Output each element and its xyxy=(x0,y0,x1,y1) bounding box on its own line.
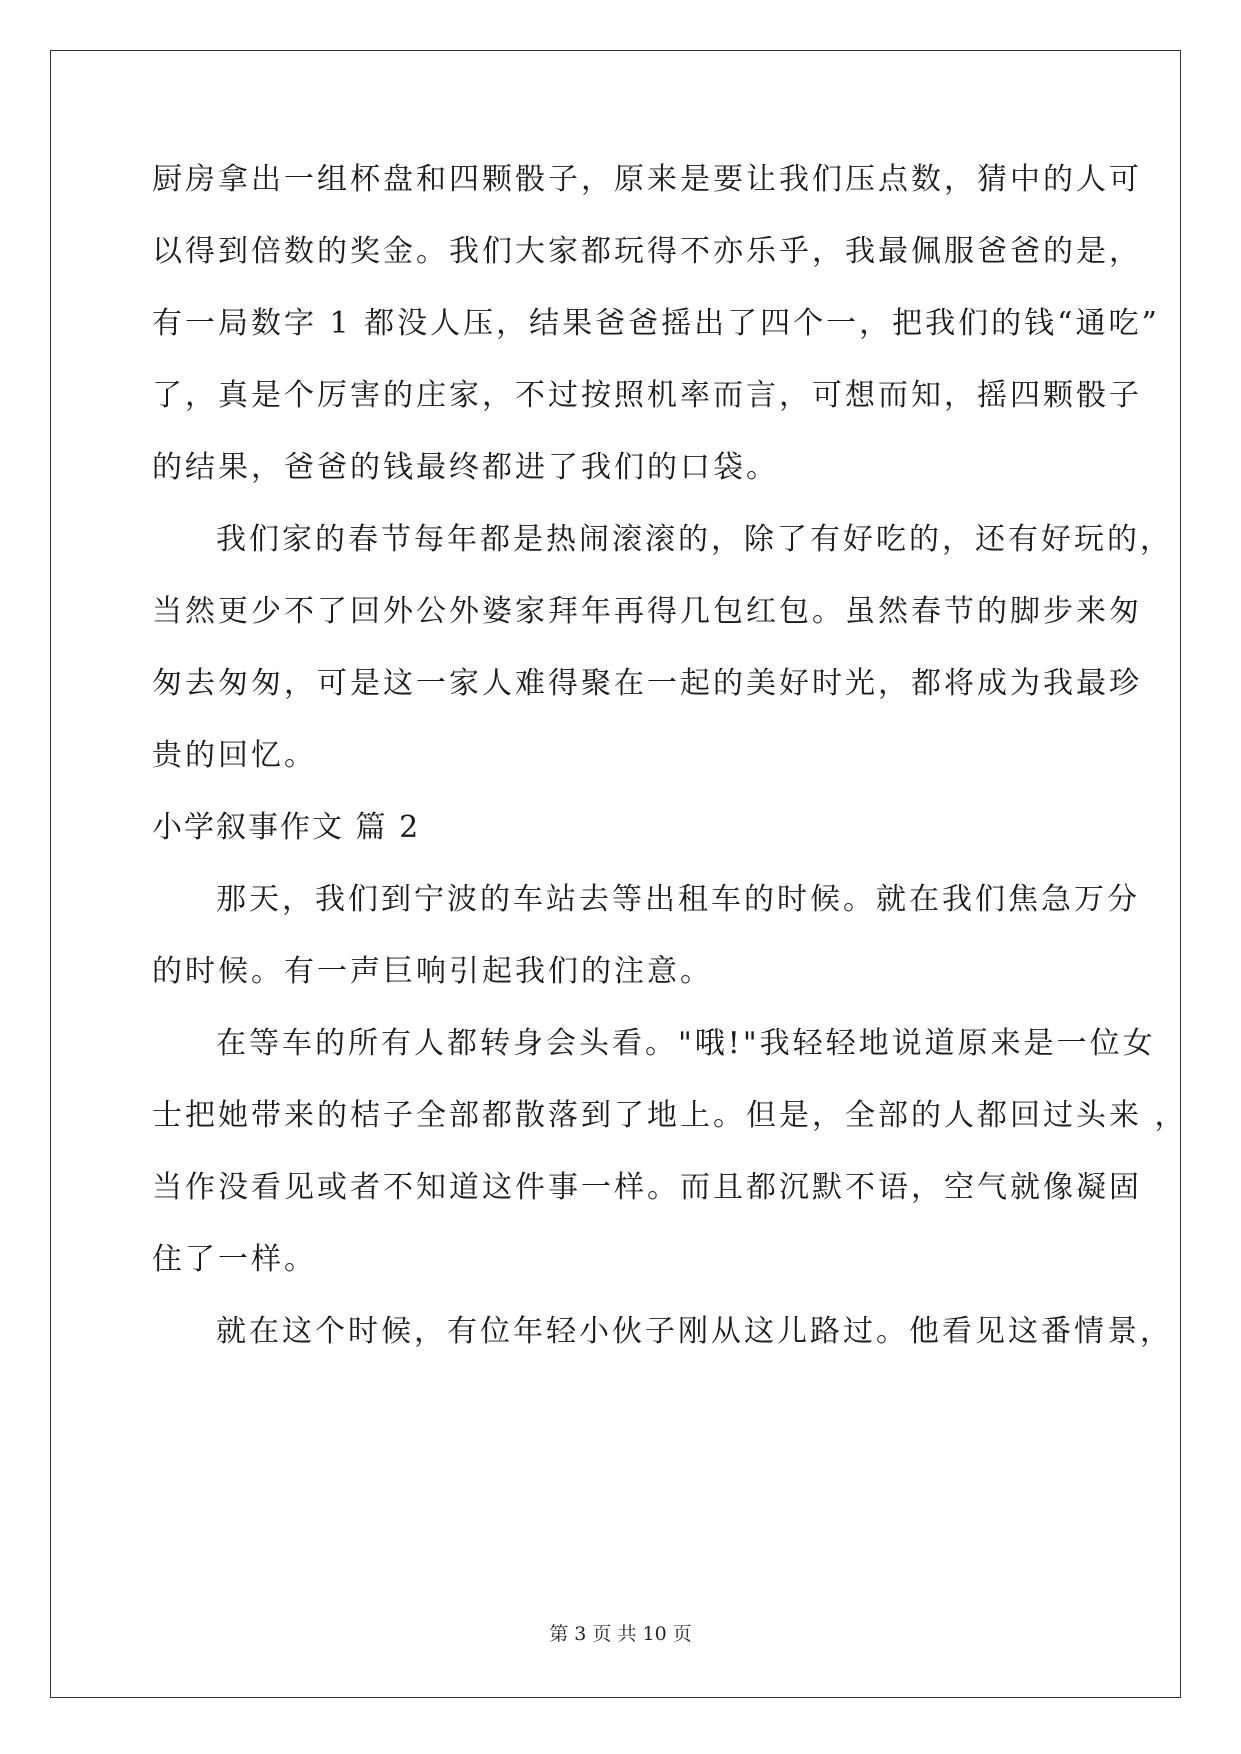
text-line: 匆去匆匆，可是这一家人难得聚在一起的美好时光，都将成为我最珍 xyxy=(152,666,1142,701)
section-heading: 小学叙事作文 篇 2 xyxy=(152,810,421,845)
text-line: 当作没看见或者不知道这件事一样。而且都沉默不语，空气就像凝固 xyxy=(152,1170,1142,1205)
text-line: 的时候。有一声巨响引起我们的注意。 xyxy=(152,954,713,989)
page-frame xyxy=(50,50,1181,1698)
text-line: 在等车的所有人都转身会头看。"哦!"我轻轻地说道原来是一位女 xyxy=(216,1026,1156,1061)
text-line: 厨房拿出一组杯盘和四颗骰子，原来是要让我们压点数，猜中的人可 xyxy=(152,162,1142,197)
text-line: 我们家的春节每年都是热闹滚滚的，除了有好吃的，还有好玩的， xyxy=(216,522,1173,557)
text-line: 当然更少不了回外公外婆家拜年再得几包红包。虽然春节的脚步来匆 xyxy=(152,594,1142,629)
text-line: 士把她带来的桔子全部都散落到了地上。但是，全部的人都回过头来 ， xyxy=(152,1098,1188,1133)
page-number-footer: 第 3 页 共 10 页 xyxy=(549,1623,692,1645)
text-line: 就在这个时候，有位年轻小伙子刚从这儿路过。他看见这番情景， xyxy=(216,1314,1173,1349)
text-line: 以得到倍数的奖金。我们大家都玩得不亦乐乎，我最佩服爸爸的是， xyxy=(152,234,1142,269)
text-line: 了，真是个厉害的庄家，不过按照机率而言，可想而知，摇四颗骰子 xyxy=(152,378,1142,413)
text-line: 住了一样。 xyxy=(152,1242,317,1277)
text-line: 那天，我们到宁波的车站去等出租车的时候。就在我们焦急万分 xyxy=(216,882,1140,917)
text-line: 有一局数字 1 都没人压，结果爸爸摇出了四个一，把我们的钱“通吃” xyxy=(152,306,1160,341)
text-line: 贵的回忆。 xyxy=(152,738,317,773)
text-line: 的结果，爸爸的钱最终都进了我们的口袋。 xyxy=(152,450,779,485)
